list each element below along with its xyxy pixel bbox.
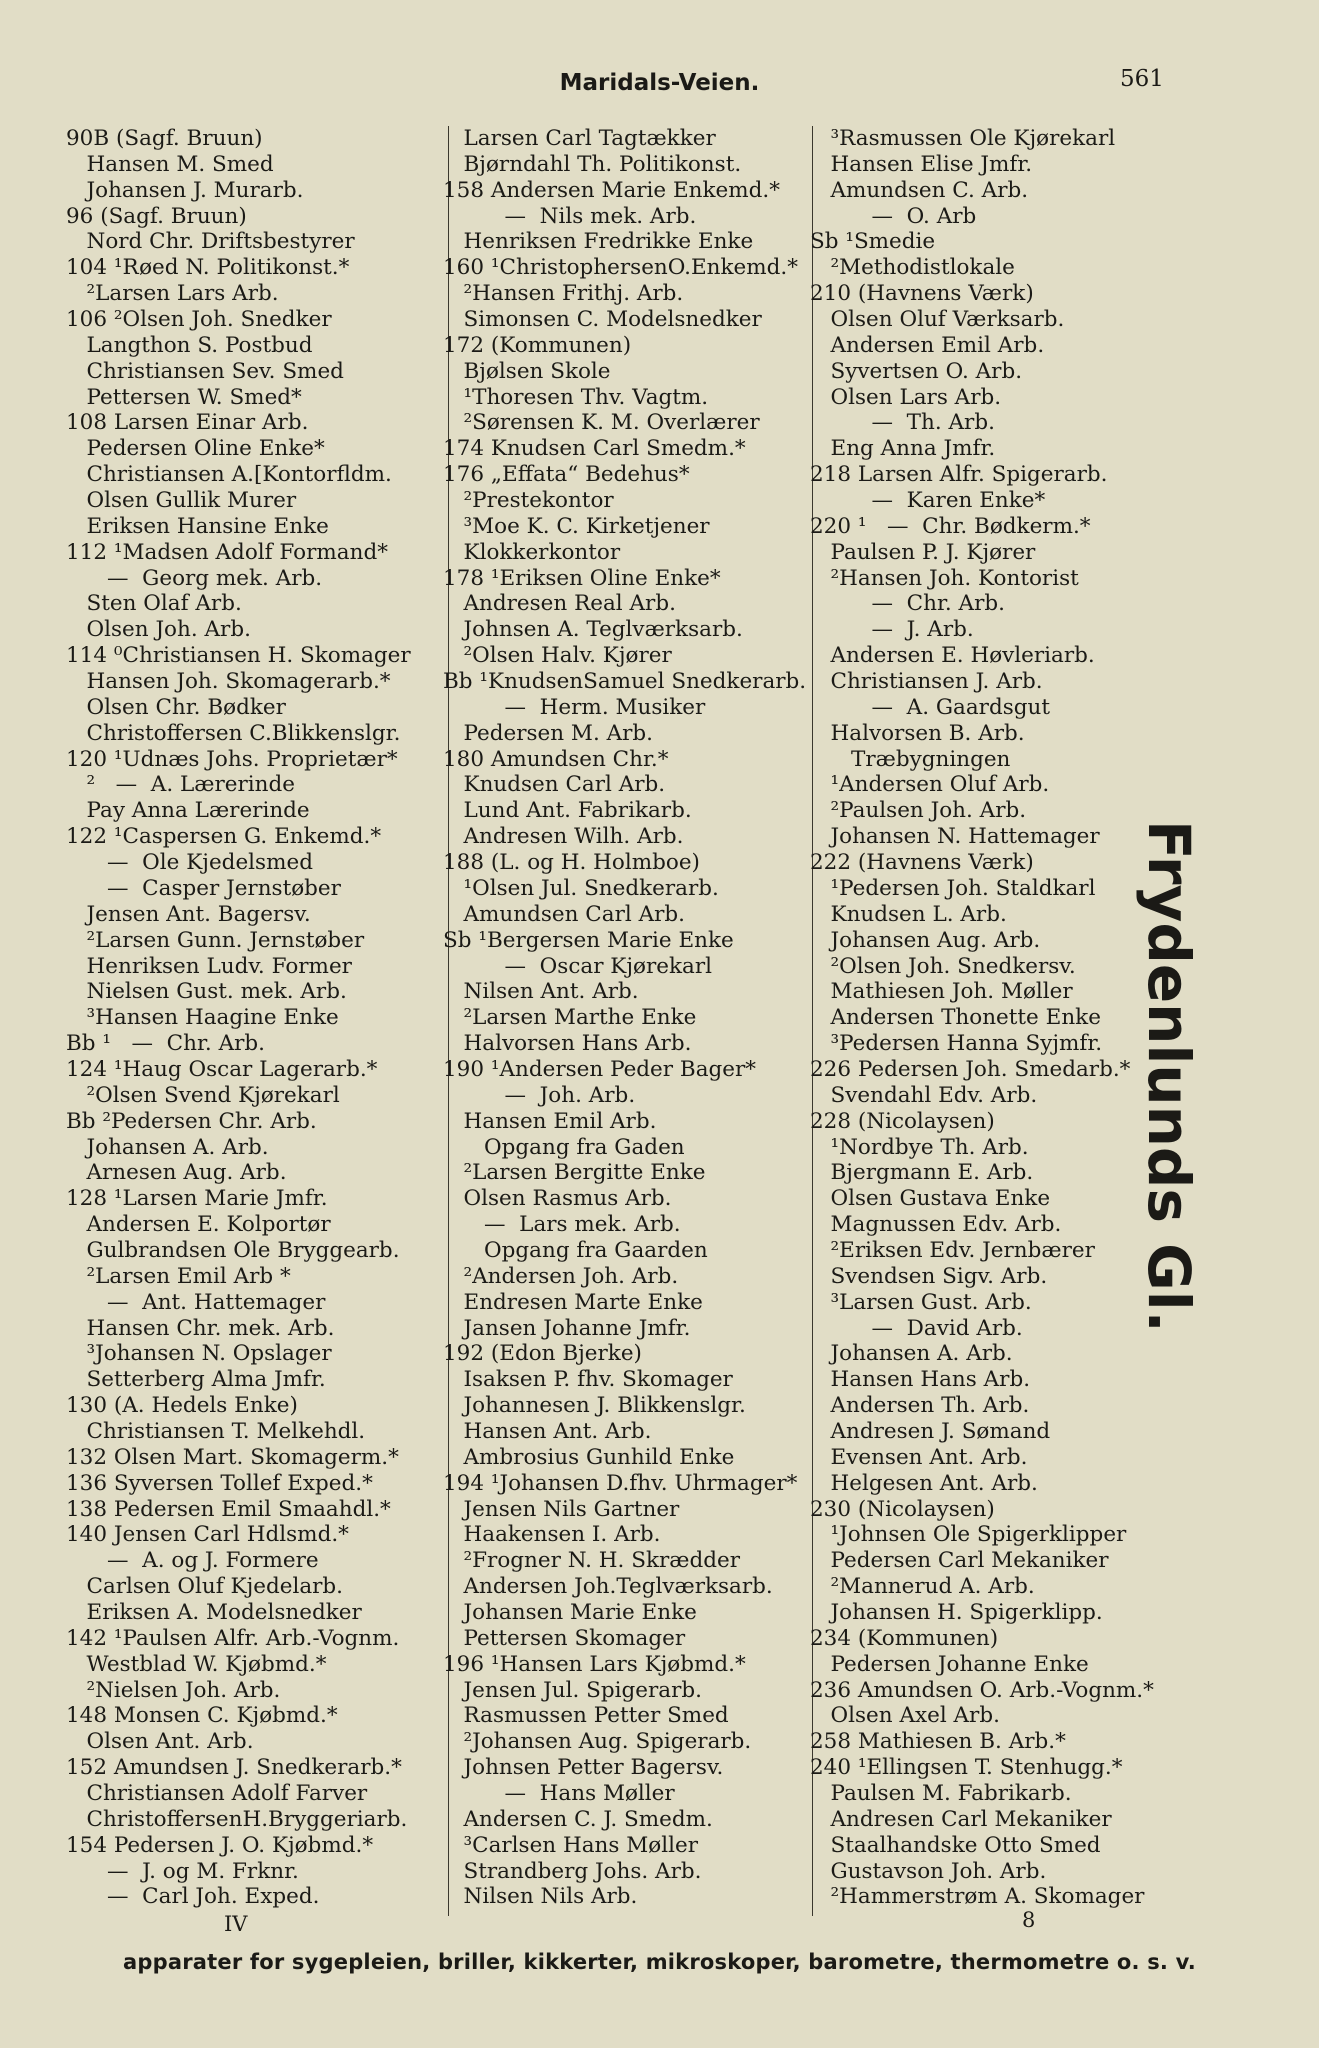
directory-entry: Amundsen C. Arb.: [810, 177, 1029, 203]
directory-entry: 188 (L. og H. Holmboe): [443, 850, 700, 876]
directory-entry: Bjørndahl Th. Politikonst.: [443, 151, 742, 177]
directory-entry: Strandberg Johs. Arb.: [443, 1858, 702, 1884]
directory-entry: Andersen Th. Arb.: [810, 1393, 1030, 1419]
directory-entry: ¹Johnsen Ole Spigerklipper: [810, 1522, 1127, 1548]
page-number: 561: [1120, 66, 1164, 92]
directory-entry: ³Rasmussen Ole Kjørekarl: [810, 126, 1116, 151]
directory-entry: ChristoffersenH.Bryggeriarb.: [66, 1806, 408, 1832]
directory-entry: 142 ¹Paulsen Alfr. Arb.-Vognm.: [66, 1625, 400, 1651]
directory-entry: Andersen Joh.Teglværksarb.: [443, 1574, 773, 1600]
directory-entry: — Th. Arb.: [810, 410, 995, 436]
directory-entry: 220 ¹ — Chr. Bødkerm.*: [810, 513, 1091, 539]
directory-entry: ³Carlsen Hans Møller: [443, 1832, 698, 1858]
directory-entry: — Lars mek. Arb.: [443, 1212, 681, 1238]
directory-entry: 210 (Havnens Værk): [810, 281, 1034, 307]
directory-entry: Pedersen M. Arb.: [443, 720, 654, 746]
directory-entry: Opgang fra Gaden: [443, 1134, 685, 1160]
directory-entry: ¹Pedersen Joh. Staldkarl: [810, 875, 1096, 901]
directory-entry: 258 Mathiesen B. Arb.*: [810, 1729, 1066, 1755]
directory-entry: Westblad W. Kjøbmd.*: [66, 1651, 327, 1677]
directory-entry: 180 Amundsen Chr.*: [443, 746, 669, 772]
directory-entry: Christiansen Sev. Smed: [66, 358, 344, 384]
directory-entry: 112 ¹Madsen Adolf Formand*: [66, 539, 388, 565]
directory-entry: ²Andersen Joh. Arb.: [443, 1263, 679, 1289]
page-header-street: Maridals-Veien.: [559, 70, 760, 96]
directory-entry: Henriksen Ludv. Former: [66, 953, 352, 979]
directory-entry: Evensen Ant. Arb.: [810, 1444, 1028, 1470]
directory-entry: ²Larsen Marthe Enke: [443, 1005, 697, 1031]
directory-entry: 190 ¹Andersen Peder Bager*: [443, 1056, 757, 1082]
directory-entry: 132 Olsen Mart. Skomagerm.*: [66, 1444, 399, 1470]
directory-entry: Pettersen Skomager: [443, 1625, 686, 1651]
directory-entry: Gulbrandsen Ole Bryggearb.: [66, 1237, 400, 1263]
directory-entry: 160 ¹ChristophersenO.Enkemd.*: [443, 255, 799, 281]
directory-entry: Andersen E. Kolportør: [66, 1212, 331, 1238]
directory-entry: — Herm. Musiker: [443, 694, 706, 720]
directory-entry: ² — A. Lærerinde: [66, 772, 295, 798]
directory-entry: Klokkerkontor: [443, 539, 621, 565]
directory-entry: Rasmussen Petter Smed: [443, 1703, 729, 1729]
directory-entry: Larsen Carl Tagtækker: [443, 126, 716, 151]
directory-entry: Simonsen C. Modelsnedker: [443, 307, 762, 333]
directory-entry: Johansen N. Hattemager: [810, 824, 1100, 850]
directory-entry: Amundsen Carl Arb.: [443, 901, 685, 927]
directory-entry: Staalhandske Otto Smed: [810, 1832, 1101, 1858]
directory-entry: 158 Andersen Marie Enkemd.*: [443, 177, 781, 203]
directory-entry: Johansen Marie Enke: [443, 1599, 697, 1625]
directory-entry: Pettersen W. Smed*: [66, 384, 302, 410]
directory-entry: — A. og J. Formere: [66, 1548, 319, 1574]
directory-entry: — Carl Joh. Exped.: [66, 1884, 320, 1910]
directory-entry: 240 ¹Ellingsen T. Stenhugg.*: [810, 1755, 1123, 1781]
directory-entry: Johansen Aug. Arb.: [810, 927, 1041, 953]
directory-entry: ²Prestekontor: [443, 488, 614, 514]
directory-entry: — A. Gaardsgut: [810, 694, 1051, 720]
directory-entry: 176 „Effata“ Bedehus*: [443, 462, 690, 488]
directory-entry: Johansen H. Spigerklipp.: [810, 1599, 1103, 1625]
entries-column-1: [66, 126, 446, 1910]
directory-entry: 138 Pedersen Emil Smaahdl.*: [66, 1496, 391, 1522]
directory-entry: Carlsen Oluf Kjedelarb.: [66, 1574, 344, 1600]
directory-entry: Olsen Lars Arb.: [810, 384, 1002, 410]
directory-entry: Eng Anna Jmfr.: [810, 436, 996, 462]
directory-entry: 152 Amundsen J. Snedkerarb.*: [66, 1755, 402, 1781]
directory-entry: ¹Olsen Jul. Snedkerarb.: [443, 875, 719, 901]
directory-entry: Sten Olaf Arb.: [66, 591, 242, 617]
directory-entry: ²Frogner N. H. Skrædder: [443, 1548, 741, 1574]
directory-entry: 122 ¹Caspersen G. Enkemd.*: [66, 824, 382, 850]
directory-entry: — Ole Kjedelsmed: [66, 850, 313, 876]
directory-entry: Pedersen Carl Mekaniker: [810, 1548, 1109, 1574]
directory-entry: Knudsen L. Arb.: [810, 901, 1007, 927]
directory-entry: — David Arb.: [810, 1315, 1023, 1341]
directory-entry: Olsen Gustava Enke: [810, 1186, 1051, 1212]
directory-entry: ²Olsen Svend Kjørekarl: [66, 1082, 340, 1108]
directory-entry: ²Olsen Joh. Snedkersv.: [810, 953, 1076, 979]
directory-entry: ²Hansen Frithj. Arb.: [443, 281, 684, 307]
directory-entry: Andersen Emil Arb.: [810, 332, 1045, 358]
directory-entry: Eriksen Hansine Enke: [66, 513, 329, 539]
directory-entry: Nord Chr. Driftsbestyrer: [66, 229, 355, 255]
directory-entry: ³Johansen N. Opslager: [66, 1341, 332, 1367]
directory-entry: Bb ¹KnudsenSamuel Snedkerarb.: [443, 669, 807, 695]
directory-entry: 128 ¹Larsen Marie Jmfr.: [66, 1186, 328, 1212]
directory-entry: Svendahl Edv. Arb.: [810, 1082, 1038, 1108]
directory-entry: 196 ¹Hansen Lars Kjøbmd.*: [443, 1651, 746, 1677]
directory-entry: Christiansen Adolf Farver: [66, 1781, 368, 1806]
advertisement-footer: apparater for sygepleien, briller, kikkerter, mikroskoper, barometre, thermometre o. s. v.: [123, 1950, 1196, 1974]
directory-entry: Hansen Chr. mek. Arb.: [66, 1315, 335, 1341]
directory-entry: Henriksen Fredrikke Enke: [443, 229, 754, 255]
directory-entry: Langthon S. Postbud: [66, 332, 313, 358]
directory-entry: Haakensen I. Arb.: [443, 1522, 661, 1548]
directory-entry: Knudsen Carl Arb.: [443, 772, 666, 798]
directory-entry: 96 (Sagf. Bruun): [66, 203, 247, 229]
directory-entry: Isaksen P. fhv. Skomager: [443, 1367, 733, 1393]
directory-entry: Johansen A. Arb.: [66, 1134, 269, 1160]
directory-entry: 172 (Kommunen): [443, 332, 632, 358]
directory-entry: Andresen Wilh. Arb.: [443, 824, 684, 850]
directory-entry: Andresen Real Arb.: [443, 591, 676, 617]
directory-entry: Setterberg Alma Jmfr.: [66, 1367, 326, 1393]
directory-entry: Halvorsen Hans Arb.: [443, 1031, 692, 1057]
directory-entry: Olsen Rasmus Arb.: [443, 1186, 672, 1212]
directory-entry: — Georg mek. Arb.: [66, 565, 323, 591]
directory-entry: Christiansen T. Melkehdl.: [66, 1418, 366, 1444]
directory-entry: ²Sørensen K. M. Overlærer: [443, 410, 760, 436]
directory-entry: ²Johansen Aug. Spigerarb.: [443, 1729, 752, 1755]
signature-mark-right: 8: [1022, 1908, 1036, 1932]
directory-entry: Nielsen Gust. mek. Arb.: [66, 979, 347, 1005]
directory-entry: ²Larsen Gunn. Jernstøber: [66, 927, 365, 953]
directory-entry: 154 Pedersen J. O. Kjøbmd.*: [66, 1832, 374, 1858]
directory-entry: 104 ¹Røed N. Politikonst.*: [66, 255, 350, 281]
directory-entry: Hansen M. Smed: [66, 151, 274, 177]
directory-entry: Eriksen A. Modelsnedker: [66, 1599, 362, 1625]
directory-entry: Nilsen Nils Arb.: [443, 1884, 638, 1910]
directory-entry: Johnsen A. Teglværksarb.: [443, 617, 743, 643]
directory-entry: Pedersen Oline Enke*: [66, 436, 325, 462]
directory-entry: Helgesen Ant. Arb.: [810, 1470, 1038, 1496]
directory-entry: — Casper Jernstøber: [66, 875, 341, 901]
directory-entry: 106 ²Olsen Joh. Snedker: [66, 307, 332, 333]
directory-entry: Lund Ant. Fabrikarb.: [443, 798, 692, 824]
side-label-text: Frydenlunds Gl.: [1135, 820, 1203, 1333]
directory-entry: Andersen Thonette Enke: [810, 1005, 1101, 1031]
directory-entry: Svendsen Sigv. Arb.: [810, 1263, 1048, 1289]
directory-entry: ²Larsen Emil Arb *: [66, 1263, 291, 1289]
directory-entry: 140 Jensen Carl Hdlsmd.*: [66, 1522, 349, 1548]
directory-entry: 194 ¹Johansen D.fhv. Uhrmager*: [443, 1470, 798, 1496]
directory-entry: Jansen Johanne Jmfr.: [443, 1315, 691, 1341]
directory-entry: ²Paulsen Joh. Arb.: [810, 798, 1027, 824]
directory-entry: Hansen Joh. Skomagerarb.*: [66, 669, 391, 695]
directory-entry: Christoffersen C.Blikkenslgr.: [66, 720, 401, 746]
directory-entry: ²Eriksen Edv. Jernbærer: [810, 1237, 1095, 1263]
directory-entry: Olsen Ant. Arb.: [66, 1729, 254, 1755]
directory-entry: Christiansen A.[Kontorfldm.: [66, 462, 392, 488]
directory-entry: Bb ¹ — Chr. Arb.: [66, 1031, 265, 1057]
directory-entry: Halvorsen B. Arb.: [810, 720, 1025, 746]
directory-entry: Olsen Oluf Værksarb.: [810, 307, 1065, 333]
directory-entry: ²Mannerud A. Arb.: [810, 1574, 1035, 1600]
directory-entry: ²Larsen Lars Arb.: [66, 281, 279, 307]
directory-entry: Gustavson Joh. Arb.: [810, 1858, 1047, 1884]
directory-entry: 236 Amundsen O. Arb.-Vognm.*: [810, 1677, 1154, 1703]
directory-entry: Sb ¹Smedie: [810, 229, 936, 255]
directory-entry: 228 (Nicolaysen): [810, 1108, 995, 1134]
directory-entry: Christiansen J. Arb.: [810, 669, 1043, 695]
directory-entry: ¹Andersen Oluf Arb.: [810, 772, 1050, 798]
directory-entry: Hansen Emil Arb.: [443, 1108, 657, 1134]
directory-entry: Træbygningen: [810, 746, 1011, 772]
directory-entry: — Chr. Arb.: [810, 591, 1005, 617]
directory-entry: ²Olsen Halv. Kjører: [443, 643, 672, 669]
directory-entry: — Hans Møller: [443, 1781, 675, 1806]
directory-entry: ²Hammerstrøm A. Skomager: [810, 1884, 1145, 1910]
directory-entry: 178 ¹Eriksen Oline Enke*: [443, 565, 721, 591]
directory-entry: 230 (Nicolaysen): [810, 1496, 995, 1522]
directory-entry: Pedersen Johanne Enke: [810, 1651, 1089, 1677]
directory-entry: Andersen C. J. Smedm.: [443, 1806, 713, 1832]
directory-entry: Jensen Ant. Bagersv.: [66, 901, 311, 927]
directory-entry: Jensen Nils Gartner: [443, 1496, 680, 1522]
directory-entry: Olsen Joh. Arb.: [66, 617, 251, 643]
directory-entry: — Oscar Kjørekarl: [443, 953, 712, 979]
entries-column-2: [443, 126, 813, 1910]
directory-entry: ¹Thoresen Thv. Vagtm.: [443, 384, 709, 410]
directory-entry: — O. Arb: [810, 203, 977, 229]
directory-entry: — Karen Enke*: [810, 488, 1046, 514]
directory-entry: Andresen J. Sømand: [810, 1418, 1051, 1444]
directory-entry: Arnesen Aug. Arb.: [66, 1160, 287, 1186]
directory-entry: Mathiesen Joh. Møller: [810, 979, 1073, 1005]
directory-entry: Sb ¹Bergersen Marie Enke: [443, 927, 734, 953]
directory-entry: Bjergmann E. Arb.: [810, 1160, 1034, 1186]
directory-entry: 108 Larsen Einar Arb.: [66, 410, 309, 436]
directory-entry: Olsen Axel Arb.: [810, 1703, 1000, 1729]
directory-entry: Johannesen J. Blikkenslgr.: [443, 1393, 746, 1419]
directory-entry: Hansen Elise Jmfr.: [810, 151, 1033, 177]
directory-entry: — J. og M. Frknr.: [66, 1858, 299, 1884]
directory-entry: ²Nielsen Joh. Arb.: [66, 1677, 281, 1703]
directory-entry: 234 (Kommunen): [810, 1625, 999, 1651]
directory-entry: Pay Anna Lærerinde: [66, 798, 310, 824]
directory-entry: Paulsen P. J. Kjører: [810, 539, 1036, 565]
directory-entry: Jensen Jul. Spigerarb.: [443, 1677, 702, 1703]
directory-entry: ³Moe K. C. Kirketjener: [443, 513, 710, 539]
directory-entry: 136 Syversen Tollef Exped.*: [66, 1470, 373, 1496]
directory-entry: — Ant. Hattemager: [66, 1289, 326, 1315]
directory-entry: Andresen Carl Mekaniker: [810, 1806, 1112, 1832]
directory-entry: Nilsen Ant. Arb.: [443, 979, 639, 1005]
directory-entry: ²Larsen Bergitte Enke: [443, 1160, 706, 1186]
directory-entry: Endresen Marte Enke: [443, 1289, 703, 1315]
directory-entry: 148 Monsen C. Kjøbmd.*: [66, 1703, 338, 1729]
directory-entry: Hansen Ant. Arb.: [443, 1418, 652, 1444]
directory-entry: ³Pedersen Hanna Syjmfr.: [810, 1031, 1103, 1057]
directory-entry: ²Methodistlokale: [810, 255, 1015, 281]
directory-entry: 120 ¹Udnæs Johs. Proprietær*: [66, 746, 398, 772]
directory-entry: ³Hansen Haagine Enke: [66, 1005, 339, 1031]
directory-entry: Hansen Hans Arb.: [810, 1367, 1031, 1393]
directory-entry: Johansen J. Murarb.: [66, 177, 304, 203]
directory-entry: 114 ⁰Christiansen H. Skomager: [66, 643, 411, 669]
directory-entry: 192 (Edon Bjerke): [443, 1341, 642, 1367]
directory-entry: 90B (Sagf. Bruun): [66, 126, 263, 151]
directory-entry: — Joh. Arb.: [443, 1082, 636, 1108]
directory-entry: 226 Pedersen Joh. Smedarb.*: [810, 1056, 1131, 1082]
directory-entry: 130 (A. Hedels Enke): [66, 1393, 298, 1419]
signature-mark-left: IV: [224, 1912, 248, 1936]
directory-entry: ³Larsen Gust. Arb.: [810, 1289, 1032, 1315]
directory-entry: 124 ¹Haug Oscar Lagerarb.*: [66, 1056, 378, 1082]
directory-entry: Magnussen Edv. Arb.: [810, 1212, 1062, 1238]
directory-entry: ²Hansen Joh. Kontorist: [810, 565, 1079, 591]
directory-entry: 174 Knudsen Carl Smedm.*: [443, 436, 746, 462]
directory-entry: Olsen Chr. Bødker: [66, 694, 286, 720]
directory-entry: Olsen Gullik Murer: [66, 488, 297, 514]
directory-entry: Bb ²Pedersen Chr. Arb.: [66, 1108, 317, 1134]
directory-entry: Opgang fra Gaarden: [443, 1237, 708, 1263]
directory-entry: 222 (Havnens Værk): [810, 850, 1034, 876]
directory-entry: Ambrosius Gunhild Enke: [443, 1444, 735, 1470]
directory-entry: Johnsen Petter Bagersv.: [443, 1755, 724, 1781]
directory-entry: Andersen E. Høvleriarb.: [810, 643, 1095, 669]
directory-entry: Paulsen M. Fabrikarb.: [810, 1781, 1072, 1806]
directory-entry: 218 Larsen Alfr. Spigerarb.: [810, 462, 1108, 488]
directory-entry: Bjølsen Skole: [443, 358, 611, 384]
directory-entry: Johansen A. Arb.: [810, 1341, 1013, 1367]
directory-entry: — J. Arb.: [810, 617, 974, 643]
directory-entry: — Nils mek. Arb.: [443, 203, 697, 229]
directory-entry: Syvertsen O. Arb.: [810, 358, 1023, 384]
directory-entry: ¹Nordbye Th. Arb.: [810, 1134, 1029, 1160]
